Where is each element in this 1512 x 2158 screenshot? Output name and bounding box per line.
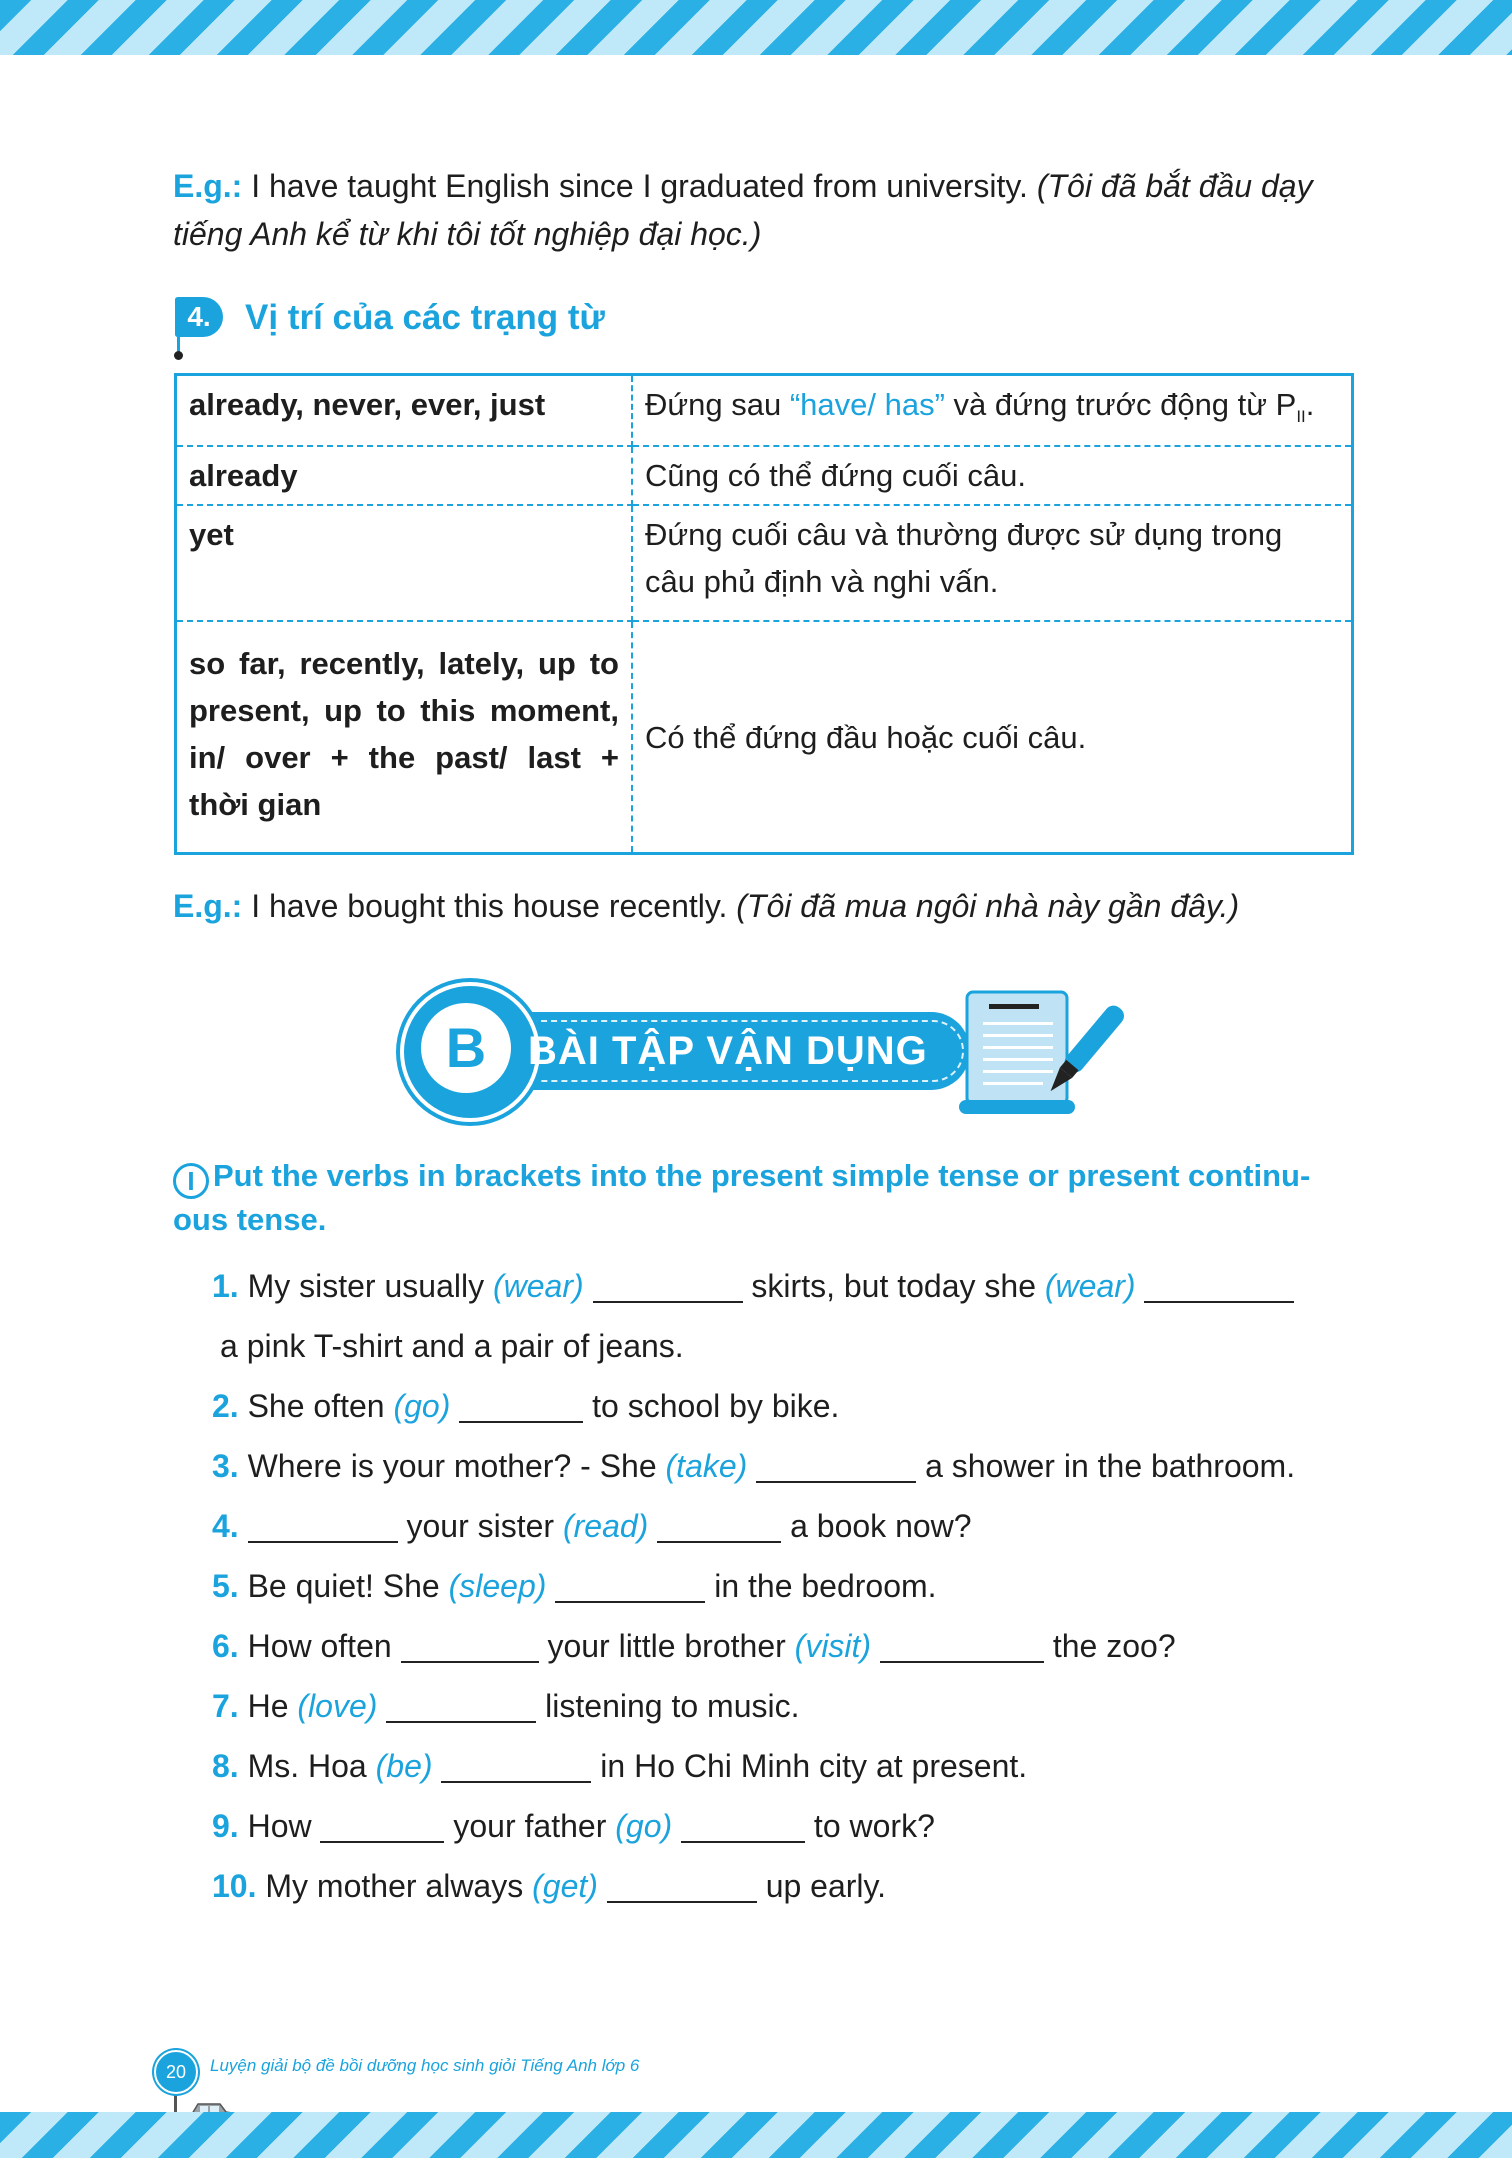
question-number: 2. — [212, 1388, 239, 1424]
position-text: . — [1305, 387, 1315, 422]
example-translation: (Tôi đã mua ngôi nhà này gần đây.) — [727, 888, 1240, 924]
verb-hint: (visit) — [794, 1628, 872, 1664]
example-text: I have bought this house recently. — [242, 888, 728, 924]
question-number: 4. — [212, 1508, 239, 1544]
question-text: in Ho Chi Minh city at present. — [591, 1748, 1028, 1784]
question-text: your little brother — [538, 1628, 795, 1664]
answer-blank[interactable] — [320, 1807, 444, 1843]
banner-badge — [400, 982, 540, 1122]
adverb-cell: already, never, ever, just — [176, 375, 633, 447]
scroll-and-pen-icon — [945, 982, 1145, 1122]
adverb-position-table — [174, 373, 1354, 855]
question-number: 3. — [212, 1448, 239, 1484]
position-cell: Có thể đứng đầu hoặc cuối câu. — [645, 719, 1087, 755]
question-text: skirts, but today she — [742, 1268, 1045, 1304]
subscript: II — [1296, 407, 1306, 427]
answer-blank[interactable] — [880, 1627, 1044, 1663]
book-title: Luyện giải bộ đề bồi dưỡng học sinh giỏi Tiếng Anh lớp 6 — [210, 2056, 640, 2075]
question-text: Ms. Hoa — [238, 1748, 376, 1784]
verb-hint: (wear) — [492, 1268, 584, 1304]
question-text: in the bedroom. — [705, 1568, 937, 1604]
question-6 — [212, 1622, 1176, 1670]
answer-blank[interactable] — [555, 1567, 705, 1603]
position-cell: Đứng cuối câu và thường được sử dụng trong câu phủ định và nghi vấn. — [632, 505, 1353, 621]
question-1 — [212, 1262, 1294, 1310]
question-number: 9. — [212, 1808, 239, 1844]
position-text: Đứng sau — [645, 387, 790, 422]
page-footer — [150, 2036, 950, 2116]
adverb-cell: already — [176, 446, 633, 505]
answer-blank[interactable] — [593, 1267, 743, 1303]
adverb-cell: yet — [176, 505, 633, 621]
bottom-stripe-border — [0, 2112, 1512, 2158]
section-b-banner — [400, 982, 1120, 1122]
answer-blank[interactable] — [441, 1747, 591, 1783]
verb-hint: (go) — [393, 1388, 451, 1424]
exercise-instruction — [173, 1155, 1333, 1241]
verb-hint: (get) — [532, 1868, 598, 1904]
question-text: the zoo? — [1043, 1628, 1176, 1664]
question-number: 1. — [212, 1268, 239, 1304]
banner-title: BÀI TẬP VẬN DỤNG — [528, 1029, 928, 1073]
top-stripe-border — [0, 0, 1512, 55]
question-text: a book now? — [781, 1508, 972, 1544]
question-text: He — [238, 1688, 298, 1724]
question-8 — [212, 1742, 1027, 1790]
question-text: to school by bike. — [583, 1388, 840, 1424]
question-text: listening to music. — [536, 1688, 800, 1724]
question-text: your father — [444, 1808, 616, 1844]
question-number: 7. — [212, 1688, 239, 1724]
question-2 — [212, 1382, 839, 1430]
verb-hint: (read) — [562, 1508, 649, 1544]
position-quote: “have/ has” — [789, 387, 945, 422]
verb-hint: (be) — [375, 1748, 433, 1784]
question-7 — [212, 1682, 800, 1730]
question-number: 5. — [212, 1568, 239, 1604]
example-text: I have taught English since I graduated from university. — [242, 168, 1028, 204]
answer-blank[interactable] — [1144, 1267, 1294, 1303]
position-cell: Cũng có thể đứng cuối câu. — [632, 446, 1353, 505]
question-text: Be quiet! She — [238, 1568, 449, 1604]
question-text: to work? — [805, 1808, 935, 1844]
verb-hint: (take) — [665, 1448, 748, 1484]
question-3 — [212, 1442, 1295, 1490]
section-title: Vị trí của các trạng từ — [245, 298, 605, 337]
position-text: và đứng trước động từ P — [944, 387, 1297, 422]
answer-blank[interactable] — [607, 1867, 757, 1903]
question-text: up early. — [756, 1868, 887, 1904]
example-translation: (Tôi đã bắt đầu dạy tiếng Anh kể từ khi tôi tốt nghiệp đại học.) — [173, 168, 1313, 252]
question-1-continued — [220, 1322, 684, 1370]
answer-blank[interactable] — [248, 1507, 398, 1543]
question-9 — [212, 1802, 935, 1850]
banner-letter: B — [418, 1000, 514, 1096]
section-number-flag-icon: 4. — [175, 297, 223, 337]
verb-hint: (go) — [615, 1808, 673, 1844]
example-sentence-2 — [173, 882, 1363, 930]
instruction-text: Put the verbs in brackets into the present simple tense or present continu-ous tense. — [173, 1158, 1311, 1237]
question-text: a pink T-shirt and a pair of jeans. — [220, 1328, 684, 1364]
table-row — [176, 446, 1353, 505]
question-text: a shower in the bathroom. — [916, 1448, 1296, 1484]
table-row — [176, 375, 1353, 447]
roman-numeral-badge: I — [173, 1163, 209, 1199]
question-text: How often — [238, 1628, 401, 1664]
question-text: She often — [238, 1388, 394, 1424]
answer-blank[interactable] — [681, 1807, 805, 1843]
question-text: How — [238, 1808, 321, 1844]
verb-hint: (love) — [297, 1688, 378, 1724]
question-number: 8. — [212, 1748, 239, 1784]
question-number: 6. — [212, 1628, 239, 1664]
example-sentence-1 — [173, 162, 1363, 258]
question-5 — [212, 1562, 937, 1610]
section-heading — [175, 293, 875, 363]
answer-blank[interactable] — [386, 1687, 536, 1723]
question-number: 10. — [212, 1868, 257, 1904]
adverb-cell: so far, recently, lately, up to present, up to this moment, in/ over + the past/ last + thời gian — [176, 621, 633, 854]
question-4 — [212, 1502, 972, 1550]
answer-blank[interactable] — [756, 1447, 916, 1483]
table-row — [176, 505, 1353, 621]
answer-blank[interactable] — [459, 1387, 583, 1423]
table-row — [176, 621, 1353, 854]
page-number: 20 — [154, 2050, 198, 2094]
verb-hint: (wear) — [1044, 1268, 1136, 1304]
answer-blank[interactable] — [401, 1627, 539, 1663]
flag-pin-icon — [174, 351, 183, 360]
example-label: E.g.: — [173, 888, 243, 924]
question-text: My mother always — [256, 1868, 533, 1904]
question-text: Where is your mother? - She — [238, 1448, 666, 1484]
question-10 — [212, 1862, 886, 1910]
verb-hint: (sleep) — [448, 1568, 547, 1604]
position-cell — [632, 375, 1353, 447]
question-text: your sister — [397, 1508, 563, 1544]
example-label: E.g.: — [173, 168, 243, 204]
question-text: My sister usually — [238, 1268, 493, 1304]
answer-blank[interactable] — [657, 1507, 781, 1543]
